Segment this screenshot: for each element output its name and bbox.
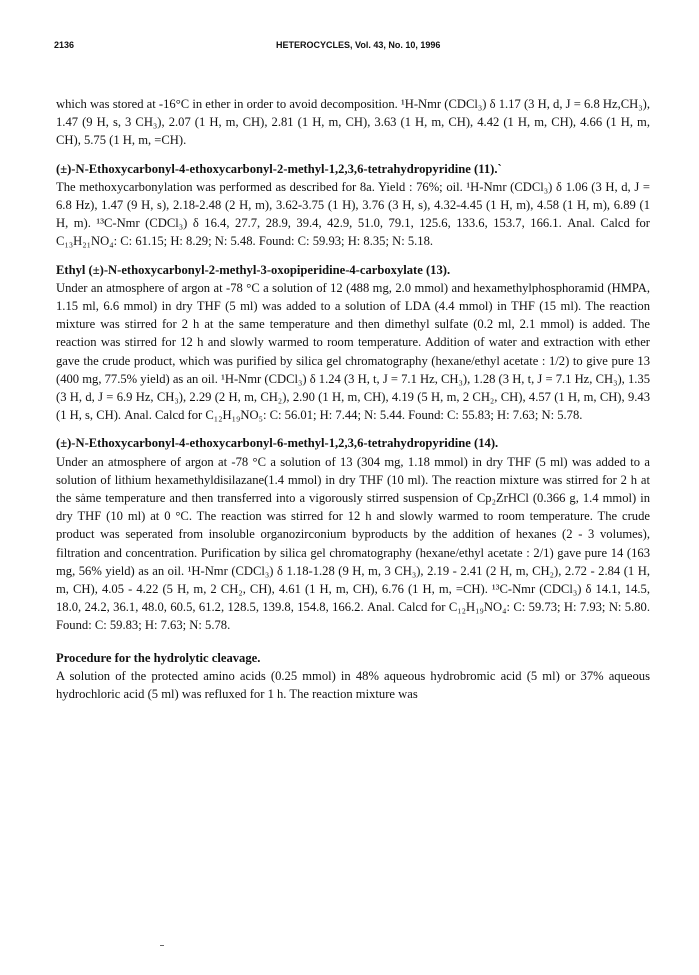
scan-mark [160,945,164,946]
intro-paragraph: which was stored at -16°C in ether in order to avoid decomposition. ¹H-Nmr (CDCl₃) δ 1.17 (3 H, d, J = 6.8 Hz,CH₃), 1.47 (9 H, s, 3 CH₃), 2.07 (1 H, m, CH), 2.81 (1 H, m, CH), 3.63 (1 H, m, CH), 4.42 (1 H, m, CH), 4.66 (1 H, m, CH), 5.75 (1 H, m, =CH). [56,97,650,148]
article-body [56,95,650,703]
section-heading: (±)-N-Ethoxycarbonyl-4-ethoxycarbonyl-2-methyl-1,2,3,6-tetrahydropyridine (11).` [56,161,502,176]
journal-title: HETEROCYCLES, Vol. 43, No. 10, 1996 [276,40,441,50]
section-paragraph: A solution of the protected amino acids (0.25 mmol) in 48% aqueous hydrobromic acid (5 ml) or 37% aqueous hydrochloric acid (5 ml) was refluxed for 1 h. The reaction mixture was [56,668,650,702]
section-hydrolytic-cleavage [56,649,650,704]
section-paragraph: Under an atmosphere of argon at -78 °C a solution of 13 (304 mg, 1.18 mmol) in dry THF (5 ml) was added to a solution of lithium hexamethyldisilazane(1.4 mmol) in dry THF (10 ml). The reaction mixture was stirred for 2 h at the sȧme temperature and then transferred into a vigorously stirred suspension of Cp₂ZrHCl (0.366 g, 1.4 mmol) in dry THF (10 ml) at 0 °C. The reaction was stirred for 12 h and slowly warmed to room temperature. The crude product was seperated from insoluble organozirconium byproducts by the addition of hexanes (2 - 3 volumes), filtration and concentration. Purification by silica gel chromatography (hexane/ethyl acetate : 2/1) gave pure 14 (163 mg, 56% yield) as an oil. ¹H-Nmr (CDCl₃) δ 1.18-1.28 (9 H, m, 3 CH₃), 2.19 - 2.41 (2 H, m, CH₂), 2.72 - 2.84 (1 H, m, CH), 4.05 - 4.22 (5 H, m, 2 CH₂, CH), 4.61 (1 H, m, CH), 6.76 (1 H, m, =CH). ¹³C-Nmr (CDCl₃) δ 14.1, 14.5, 18.0, 24.2, 36.1, 48.0, 60.5, 61.2, 128.5, 139.8, 154.8, 166.2. Anal. Calcd for C₁₂H₁₉NO₄: C: 59.73; H: 7.93; N: 5.80. Found: C: 59.83; H: 7.63; N: 5.78. [56,454,650,633]
section-heading: Ethyl (±)-N-ethoxycarbonyl-2-methyl-3-oxopiperidine-4-carboxylate (13). [56,262,451,277]
section-heading: (±)-N-Ethoxycarbonyl-4-ethoxycarbonyl-6-methyl-1,2,3,6-tetrahydropyridine (14). [56,436,499,451]
section-heading: Procedure for the hydrolytic cleavage. [56,650,261,665]
page-number: 2136 [54,40,75,50]
section-compound-11 [56,160,650,251]
section-paragraph: Under an atmosphere of argon at -78 °C a solution of 12 (488 mg, 2.0 mmol) and hexamethylphosphoramid (HMPA, 1.15 ml, 6.6 mmol) in dry THF (5 ml) was added to a solution of LDA (4.4 mmol) in THF (15 ml). The reaction mixture was stirred for 2 h at the same temperature and then dimethyl sulfate (0.2 ml, 2.1 mmol) is added. The reaction was stirred for 12 h and slowly warmed to room temperature. Addition of water and extraction with ether gave the crude product, which was purified by silica gel chromatography (hexane/ethyl acetate : 1/2) to give pure 13 (400 mg, 77.5% yield) as an oil. ¹H-Nmr (CDCl₃) δ 1.24 (3 H, t, J = 7.1 Hz, CH₃), 1.28 (3 H, t, J = 7.1 Hz, CH₃), 1.35 (3 H, d, J = 6.9 Hz, CH₃), 2.29 (2 H, m, CH₂), 2.90 (1 H, m, CH), 4.19 (5 H, m, 2 CH₂, CH), 4.57 (1 H, m, CH), 9.43 (1 H, s, CH). Anal. Calcd for C₁₂H₁₉NO₅: C: 56.01; H: 7.44; N: 5.44. Found: C: 55.83; H: 7.63; N: 5.78. [56,280,650,423]
section-compound-13 [56,261,650,425]
running-header [54,40,654,56]
section-paragraph: The methoxycarbonylation was performed as described for 8a. Yield : 76%; oil. ¹H-Nmr (CDCl₃) δ 1.06 (3 H, d, J = 6.8 Hz), 1.47 (9 H, s), 2.18-2.48 (2 H, m), 3.62-3.75 (1 H), 3.76 (3 H, s), 4.32-4.45 (1 H, m), 4.58 (1 H, m), 6.89 (1 H, m). ¹³C-Nmr (CDCl₃) δ 16.4, 27.7, 28.9, 39.4, 42.9, 51.0, 79.1, 125.6, 133.6, 153.7, 166.1. Anal. Calcd for C₁₃H₂₁NO₄: C: 61.15; H: 8.29; N: 5.48. Found: C: 59.93; H: 8.35; N: 5.18. [56,179,650,249]
section-compound-14 [56,434,650,634]
